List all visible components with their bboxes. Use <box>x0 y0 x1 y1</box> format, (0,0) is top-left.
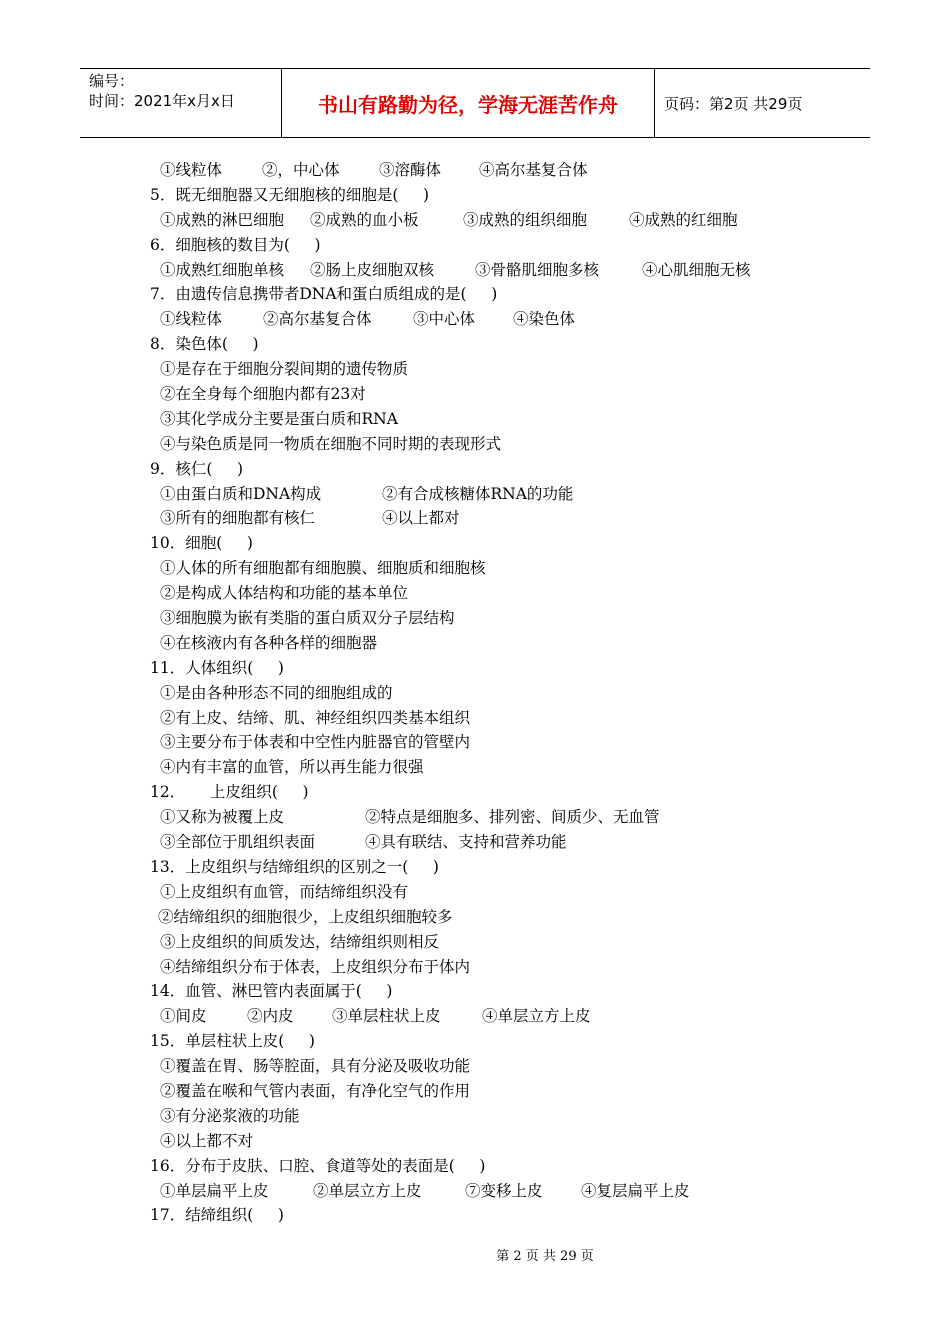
answer-options-row <box>150 258 850 283</box>
question-stem: 14．血管、淋巴管内表面属于( ) <box>150 982 393 1001</box>
answer-option: ④具有联结、支持和营养功能 <box>365 833 567 852</box>
answer-options-row <box>150 482 850 507</box>
answer-option: ④复层扁平上皮 <box>581 1181 690 1200</box>
page-header <box>80 68 870 138</box>
answer-options-row <box>150 506 850 531</box>
answer-option: ①是存在于细胞分裂间期的遗传物质 <box>160 360 409 379</box>
answer-option: ④单层立方上皮 <box>482 1007 591 1026</box>
answer-options-row <box>150 830 850 855</box>
answer-option: ②有上皮、结缔、肌、神经组织四类基本组织 <box>160 708 471 727</box>
answer-option: ①覆盖在胃、肠等腔面，具有分泌及吸收功能 <box>160 1057 471 1076</box>
answer-option: ④内有丰富的血管，所以再生能力很强 <box>160 758 424 777</box>
answer-option: ①线粒体 <box>160 310 223 329</box>
answer-option: ①上皮组织有血管，而结缔组织没有 <box>160 882 409 901</box>
answer-option: ④染色体 <box>513 310 576 329</box>
answer-options-row <box>150 208 850 233</box>
answer-option: ②高尔基复合体 <box>263 310 372 329</box>
answer-option: ①间皮 <box>160 1007 207 1026</box>
answer-options-row <box>150 1004 850 1029</box>
answer-option: ③单层柱状上皮 <box>332 1007 441 1026</box>
question-stem: 5．既无细胞器又无细胞核的细胞是( ) <box>150 185 430 204</box>
answer-option: ②成熟的血小板 <box>310 210 419 229</box>
question-stem: 12． 上皮组织( ) <box>150 783 309 802</box>
question-stem: 13．上皮组织与结缔组织的区别之一( ) <box>150 857 439 876</box>
answer-option: ③成熟的组织细胞 <box>463 210 588 229</box>
answer-option: ③全部位于肌组织表面 <box>160 833 316 852</box>
answer-options-row <box>150 158 850 183</box>
answer-option: ①线粒体 <box>160 161 223 179</box>
page-footer: 第 2 页 共 29 页 <box>496 1249 594 1264</box>
answer-option: ②是构成人体结构和功能的基本单位 <box>160 584 409 603</box>
question-stem: 6．细胞核的数目为( ) <box>150 235 321 254</box>
header-page-info: 页码：第2页 共29页 <box>664 94 803 113</box>
answer-option: ④以上都不对 <box>160 1131 254 1150</box>
answer-option: ③溶酶体 <box>379 161 442 179</box>
question-list <box>150 158 850 1228</box>
answer-option: ②特点是细胞多、排列密、间质少、无血管 <box>365 808 660 827</box>
answer-option: ④以上都对 <box>382 509 460 528</box>
answer-option: ②在全身每个细胞内都有23对 <box>160 385 366 404</box>
answer-option: ③骨骼肌细胞多核 <box>475 260 600 279</box>
answer-option: ①成熟的淋巴细胞 <box>160 210 285 229</box>
answer-option: ②内皮 <box>247 1007 294 1026</box>
answer-options-row <box>150 1179 850 1204</box>
answer-option: ③有分泌浆液的功能 <box>160 1106 300 1125</box>
answer-option: ④在核液内有各种各样的细胞器 <box>160 633 378 652</box>
answer-option: ②单层立方上皮 <box>313 1181 422 1200</box>
code-label: 编号： <box>89 72 135 90</box>
answer-option: ③所有的细胞都有核仁 <box>160 509 316 528</box>
answer-option: ①单层扁平上皮 <box>160 1181 269 1200</box>
question-stem: 11．人体组织( ) <box>150 658 284 677</box>
answer-option: ②结缔组织的细胞很少，上皮组织细胞较多 <box>158 907 453 926</box>
answer-option: ⑦变移上皮 <box>465 1181 543 1200</box>
answer-option: ③主要分布于体表和中空性内脏器官的管壁内 <box>160 733 471 752</box>
answer-option: ②，中心体 <box>262 161 340 179</box>
answer-option: ①由蛋白质和DNA构成 <box>160 484 322 503</box>
answer-option: ④心肌细胞无核 <box>642 260 751 279</box>
answer-option: ③上皮组织的间质发达，结缔组织则相反 <box>160 932 440 951</box>
header-motto: 书山有路勤为径，学海无涯苦作舟 <box>282 69 655 137</box>
answer-option: ①是由各种形态不同的细胞组成的 <box>160 683 393 702</box>
question-stem: 8．染色体( ) <box>150 335 259 354</box>
answer-option: ②有合成核糖体RNA的功能 <box>382 484 574 503</box>
answer-option: ④结缔组织分布于体表，上皮组织分布于体内 <box>160 957 471 976</box>
answer-option: ②肠上皮细胞双核 <box>310 260 435 279</box>
question-stem: 10．细胞( ) <box>150 534 253 553</box>
answer-option: ③其化学成分主要是蛋白质和RNA <box>160 409 398 428</box>
question-stem: 16．分布于皮肤、口腔、食道等处的表面是( ) <box>150 1156 486 1175</box>
answer-option: ①又称为被覆上皮 <box>160 808 285 827</box>
time-label: 时间：2021年x月x日 <box>89 92 235 110</box>
answer-option: ③细胞膜为嵌有类脂的蛋白质双分子层结构 <box>160 609 455 628</box>
answer-option: ①人体的所有细胞都有细胞膜、细胞质和细胞核 <box>160 559 486 578</box>
header-meta <box>80 69 282 137</box>
answer-option: ④高尔基复合体 <box>479 161 588 179</box>
question-stem: 9．核仁( ) <box>150 459 244 478</box>
question-stem: 17．结缔组织( ) <box>150 1206 284 1225</box>
answer-options-row <box>150 307 850 332</box>
answer-option: ④成熟的红细胞 <box>629 210 738 229</box>
answer-option: ④与染色质是同一物质在细胞不同时期的表现形式 <box>160 434 502 453</box>
answer-option: ③中心体 <box>413 310 476 329</box>
question-stem: 7．由遗传信息携带者DNA和蛋白质组成的是( ) <box>150 285 498 304</box>
answer-options-row <box>150 805 850 830</box>
answer-option: ②覆盖在喉和气管内表面，有净化空气的作用 <box>160 1081 471 1100</box>
question-stem: 15．单层柱状上皮( ) <box>150 1032 315 1051</box>
answer-option: ①成熟红细胞单核 <box>160 260 285 279</box>
